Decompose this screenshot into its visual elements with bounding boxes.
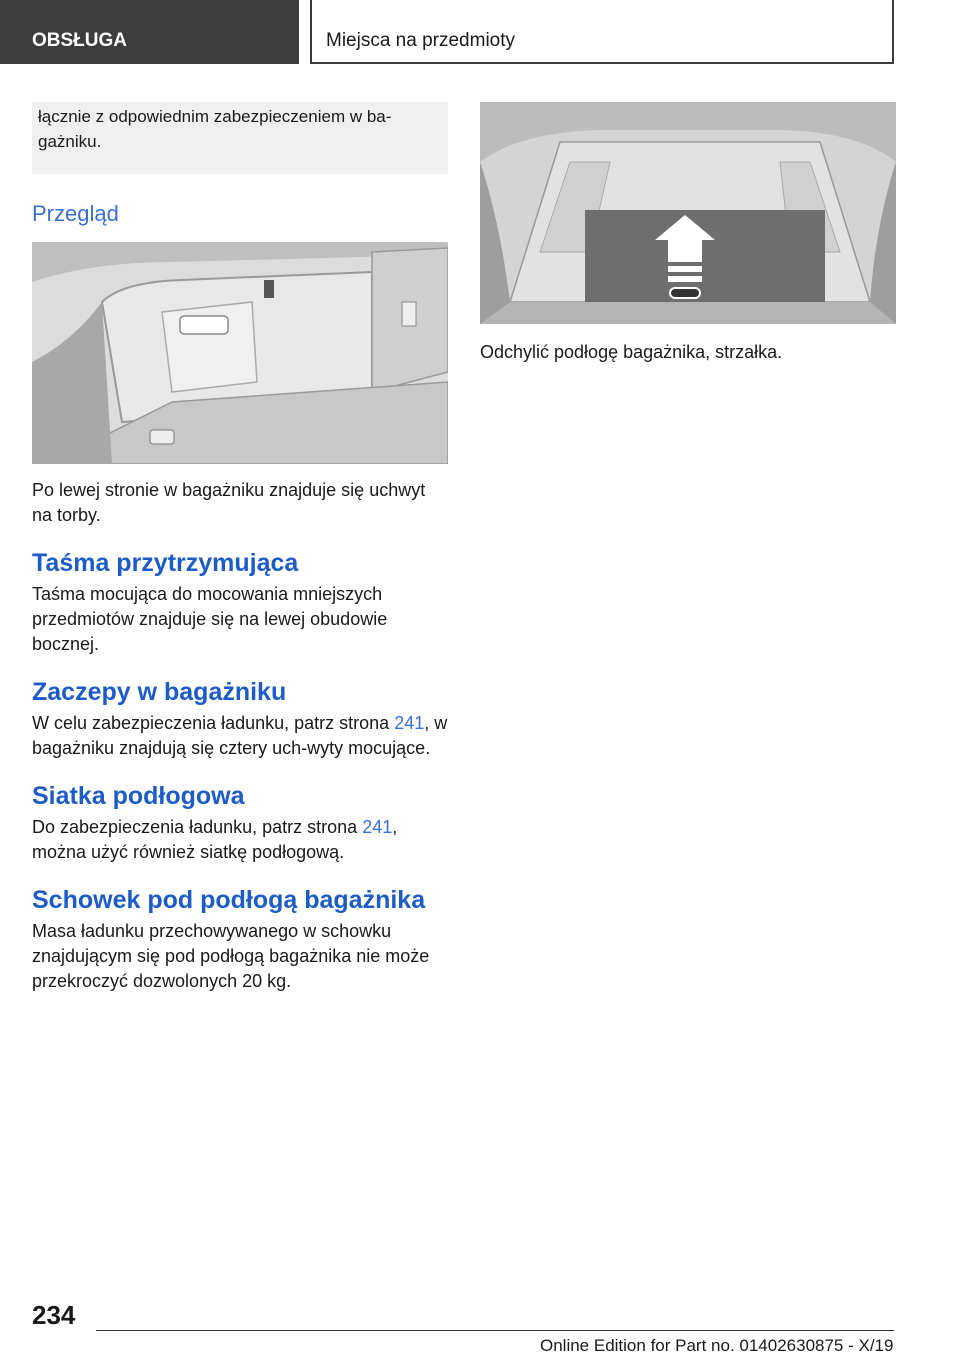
trunk-overview-photo	[32, 242, 448, 464]
edition-text: Online Edition for Part no. 01402630875 - X/19	[540, 1336, 894, 1355]
storage-text: Masa ładunku przechowywanego w schowku znajdującym się pod podłogą bagażnika nie może przekroczyć dozwolonych 20 kg.	[32, 921, 430, 991]
right-column	[480, 102, 896, 365]
section-title: OBSŁUGA	[32, 30, 127, 51]
net-text-1: Do zabezpieczenia ładunku, patrz strona	[32, 817, 363, 837]
chapter-tab	[310, 0, 894, 64]
hooks-page-link[interactable]: 241	[394, 713, 425, 733]
chapter-title: Miejsca na przedmioty	[326, 30, 516, 51]
net-page-link[interactable]: 241	[362, 817, 393, 837]
overview-heading: Przegląd	[32, 201, 119, 226]
strap-heading: Taśma przytrzymująca	[32, 549, 299, 577]
strap-text: Taśma mocująca do mocowania mniejszych przedmiotów znajduje się na lewej obudowie bocznej.	[32, 584, 388, 654]
note-text: łącznie z odpowiednim zabezpieczeniem w ba-gażniku.	[38, 107, 392, 151]
floor-caption: Odchylić podłogę bagażnika, strzałka.	[480, 342, 783, 362]
trunk-floor-photo	[480, 102, 896, 324]
left-column	[32, 102, 448, 994]
hooks-paragraph	[32, 711, 448, 761]
note-box	[32, 102, 448, 174]
section-tab	[0, 0, 299, 64]
storage-heading: Schowek pod podłogą bagażnika	[32, 886, 426, 914]
net-text-2: , można użyć również siatkę podłogową.	[32, 817, 398, 862]
net-heading: Siatka podłogowa	[32, 782, 245, 810]
hooks-heading: Zaczepy w bagażniku	[32, 678, 287, 706]
hooks-text-1: W celu zabezpieczenia ładunku, patrz strona	[32, 713, 395, 733]
footer-divider	[96, 1330, 894, 1331]
hooks-text-2: , w bagażniku znajdują się cztery uch-wyty mocujące.	[32, 713, 448, 758]
page-number: 234	[32, 1300, 76, 1330]
overview-caption: Po lewej stronie w bagażniku znajduje się uchwyt na torby.	[32, 480, 426, 525]
net-paragraph	[32, 815, 448, 865]
